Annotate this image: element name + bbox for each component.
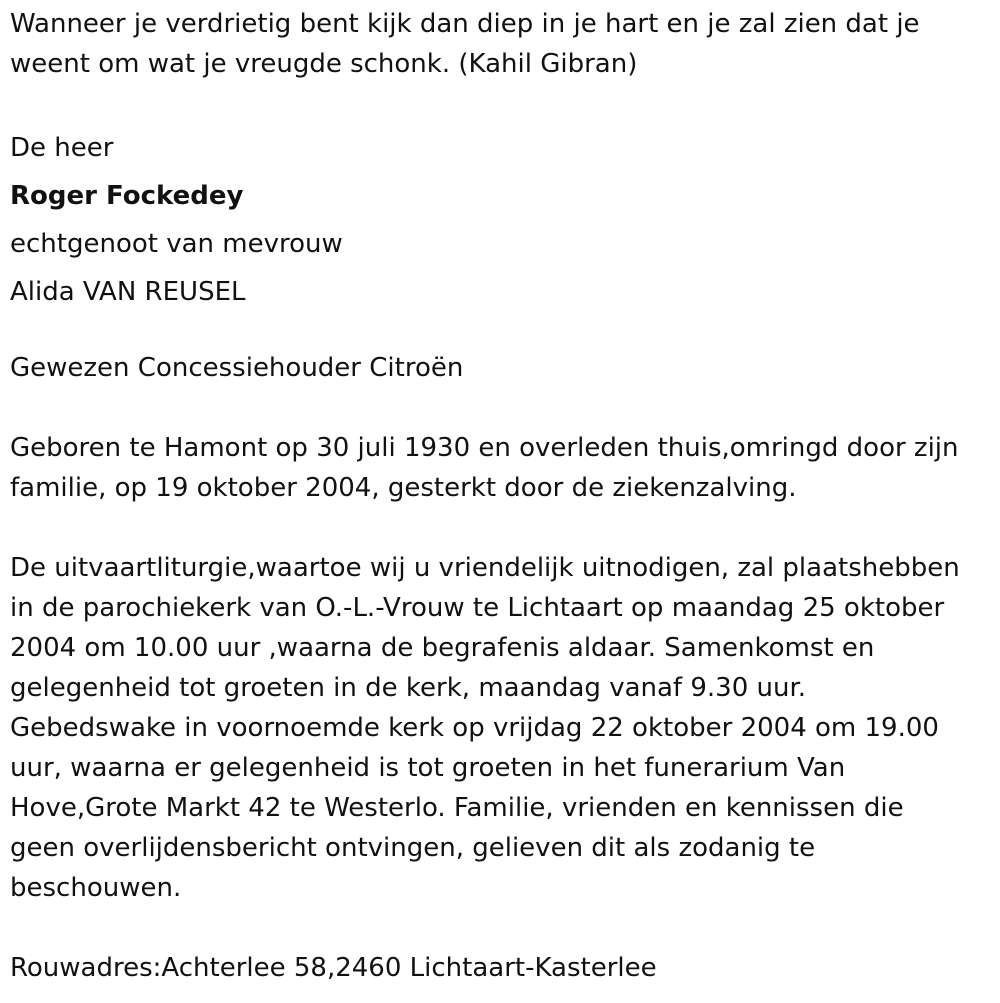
funeral-line: in de parochiekerk van O.-L.-Vrouw te Lichtaart op maandag 25 oktober bbox=[10, 593, 945, 623]
funeral-line: Hove,Grote Markt 42 te Westerlo. Familie, vrienden en kennissen die bbox=[10, 793, 904, 823]
birth-death-paragraph bbox=[10, 428, 990, 508]
quote-paragraph bbox=[10, 4, 990, 84]
deceased-block bbox=[10, 124, 990, 316]
birth-death-line: Geboren te Hamont op 30 juli 1930 en overleden thuis,omringd door zijn bbox=[10, 433, 959, 463]
deceased-title: De heer bbox=[10, 133, 114, 163]
deceased-relation: echtgenoot van mevrouw bbox=[10, 229, 343, 259]
funeral-line: Gebedswake in voornoemde kerk op vrijdag 22 oktober 2004 om 19.00 bbox=[10, 713, 939, 743]
quote-line: weent om wat je vreugde schonk. (Kahil Gibran) bbox=[10, 49, 638, 79]
address-paragraph bbox=[10, 948, 990, 988]
funeral-line: 2004 om 10.00 uur ,waarna de begrafenis aldaar. Samenkomst en bbox=[10, 633, 875, 663]
funeral-line: uur, waarna er gelegenheid is tot groeten in het funerarium Van bbox=[10, 753, 846, 783]
funeral-line: De uitvaartliturgie,waartoe wij u vriendelijk uitnodigen, zal plaatshebben bbox=[10, 553, 960, 583]
obituary-document bbox=[10, 4, 990, 988]
deceased-name: Roger Fockedey bbox=[10, 181, 244, 211]
mourning-address: Rouwadres:Achterlee 58,2460 Lichtaart-Kasterlee bbox=[10, 953, 657, 983]
funeral-line: gelegenheid tot groeten in de kerk, maandag vanaf 9.30 uur. bbox=[10, 673, 807, 703]
profession-line: Gewezen Concessiehouder Citroën bbox=[10, 353, 464, 383]
funeral-line: geen overlijdensbericht ontvingen, gelieven dit als zodanig te bbox=[10, 833, 816, 863]
funeral-line: beschouwen. bbox=[10, 873, 182, 903]
birth-death-line: familie, op 19 oktober 2004, gesterkt door de ziekenzalving. bbox=[10, 473, 797, 503]
quote-line: Wanneer je verdrietig bent kijk dan diep in je hart en je zal zien dat je bbox=[10, 9, 920, 39]
funeral-paragraph bbox=[10, 548, 990, 908]
profession-paragraph bbox=[10, 348, 990, 388]
spouse-name: Alida VAN REUSEL bbox=[10, 277, 246, 307]
